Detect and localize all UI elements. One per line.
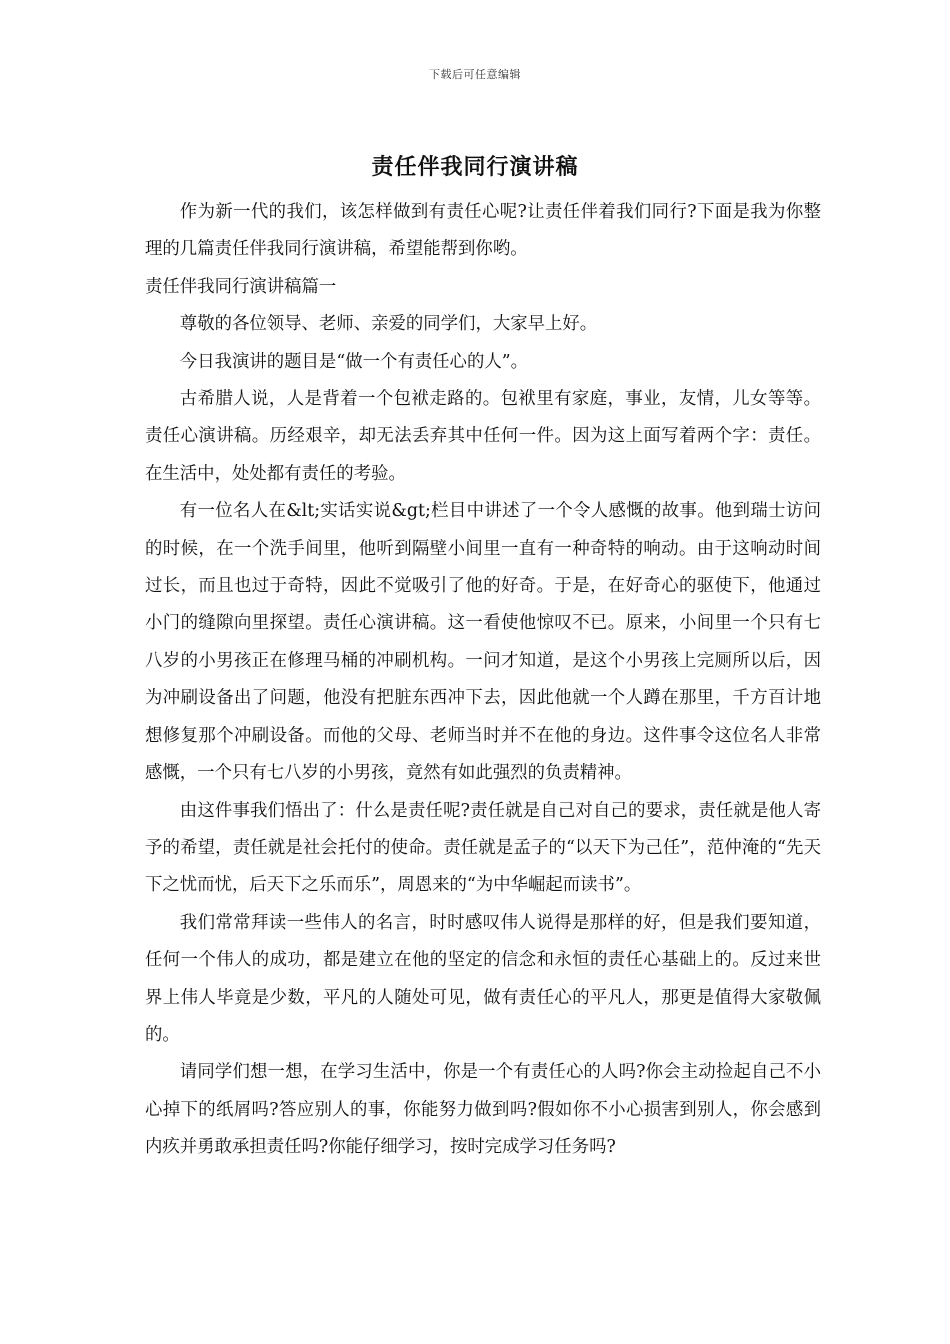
document-title: 责任伴我同行演讲稿	[371, 154, 579, 180]
body-paragraph: 古希腊人说，人是背着一个包袱走路的。包袱里有家庭，事业，友情，儿女等等。责任心演讲稿。历经艰辛，却无法丢弃其中任何一件。因为这上面写着两个字：责任。在生活中，处处都有责任的考验。	[145, 389, 821, 484]
body-paragraph: 有一位名人在&lt;实话实说&gt;栏目中讲述了一个令人感慨的故事。他到瑞士访问的时候，在一个洗手间里，他听到隔壁小间里一直有一种奇特的响动。由于这响动时间过长，而且也过于奇特，因此不觉吸引了他的好奇。于是，在好奇心的驱使下，他通过小门的缝隙向里探望。责任心演讲稿。这一看使他惊叹不已。原来，小间里一个只有七八岁的小男孩正在修理马桶的冲刷机构。一问才知道，是这个小男孩上完厕所以后，因为冲刷设备出了问题，他没有把脏东西冲下去，因此他就一个人蹲在那里，千方百计地想修复那个冲刷设备。而他的父母、老师当时并不在他的身边。这件事令这位名人非常感慨，一个只有七八岁的小男孩，竟然有如此强烈的负责精神。	[145, 501, 821, 784]
header-note: 下载后可任意编辑	[429, 68, 521, 81]
body-paragraph: 今日我演讲的题目是“做一个有责任心的人”。	[179, 351, 529, 372]
body-paragraph: 尊敬的各位领导、老师、亲爱的同学们，大家早上好。	[179, 314, 598, 335]
document-body	[145, 194, 821, 1167]
body-paragraph: 请同学们想一想，在学习生活中，你是一个有责任心的人吗?你会主动捡起自己不小心掉下的纸屑吗?答应别人的事，你能努力做到吗?假如你不小心损害到别人，你会感到内疚并勇敢承担责任吗?你能仔细学习，按时完成学习任务吗?	[145, 1062, 821, 1158]
section-heading: 责任伴我同行演讲稿篇一	[145, 276, 337, 297]
body-paragraph: 我们常常拜读一些伟人的名言，时时感叹伟人说得是那样的好，但是我们要知道，任何一个伟人的成功，都是建立在他的坚定的信念和永恒的责任心基础上的。反过来世界上伟人毕竟是少数，平凡的人随处可见，做有责任心的平凡人，那更是值得大家敬佩的。	[145, 912, 821, 1045]
intro-paragraph: 作为新一代的我们，该怎样做到有责任心呢?让责任伴着我们同行?下面是我为你整理的几篇责任伴我同行演讲稿，希望能帮到你哟。	[145, 202, 821, 260]
body-paragraph: 由这件事我们悟出了：什么是责任呢?责任就是自己对自己的要求，责任就是他人寄予的希望，责任就是社会托付的使命。责任就是孟子的“以天下为己任”，范仲淹的“先天下之忧而忧，后天下之乐而乐”，周恩来的“为中华崛起而读书”。	[145, 800, 821, 896]
